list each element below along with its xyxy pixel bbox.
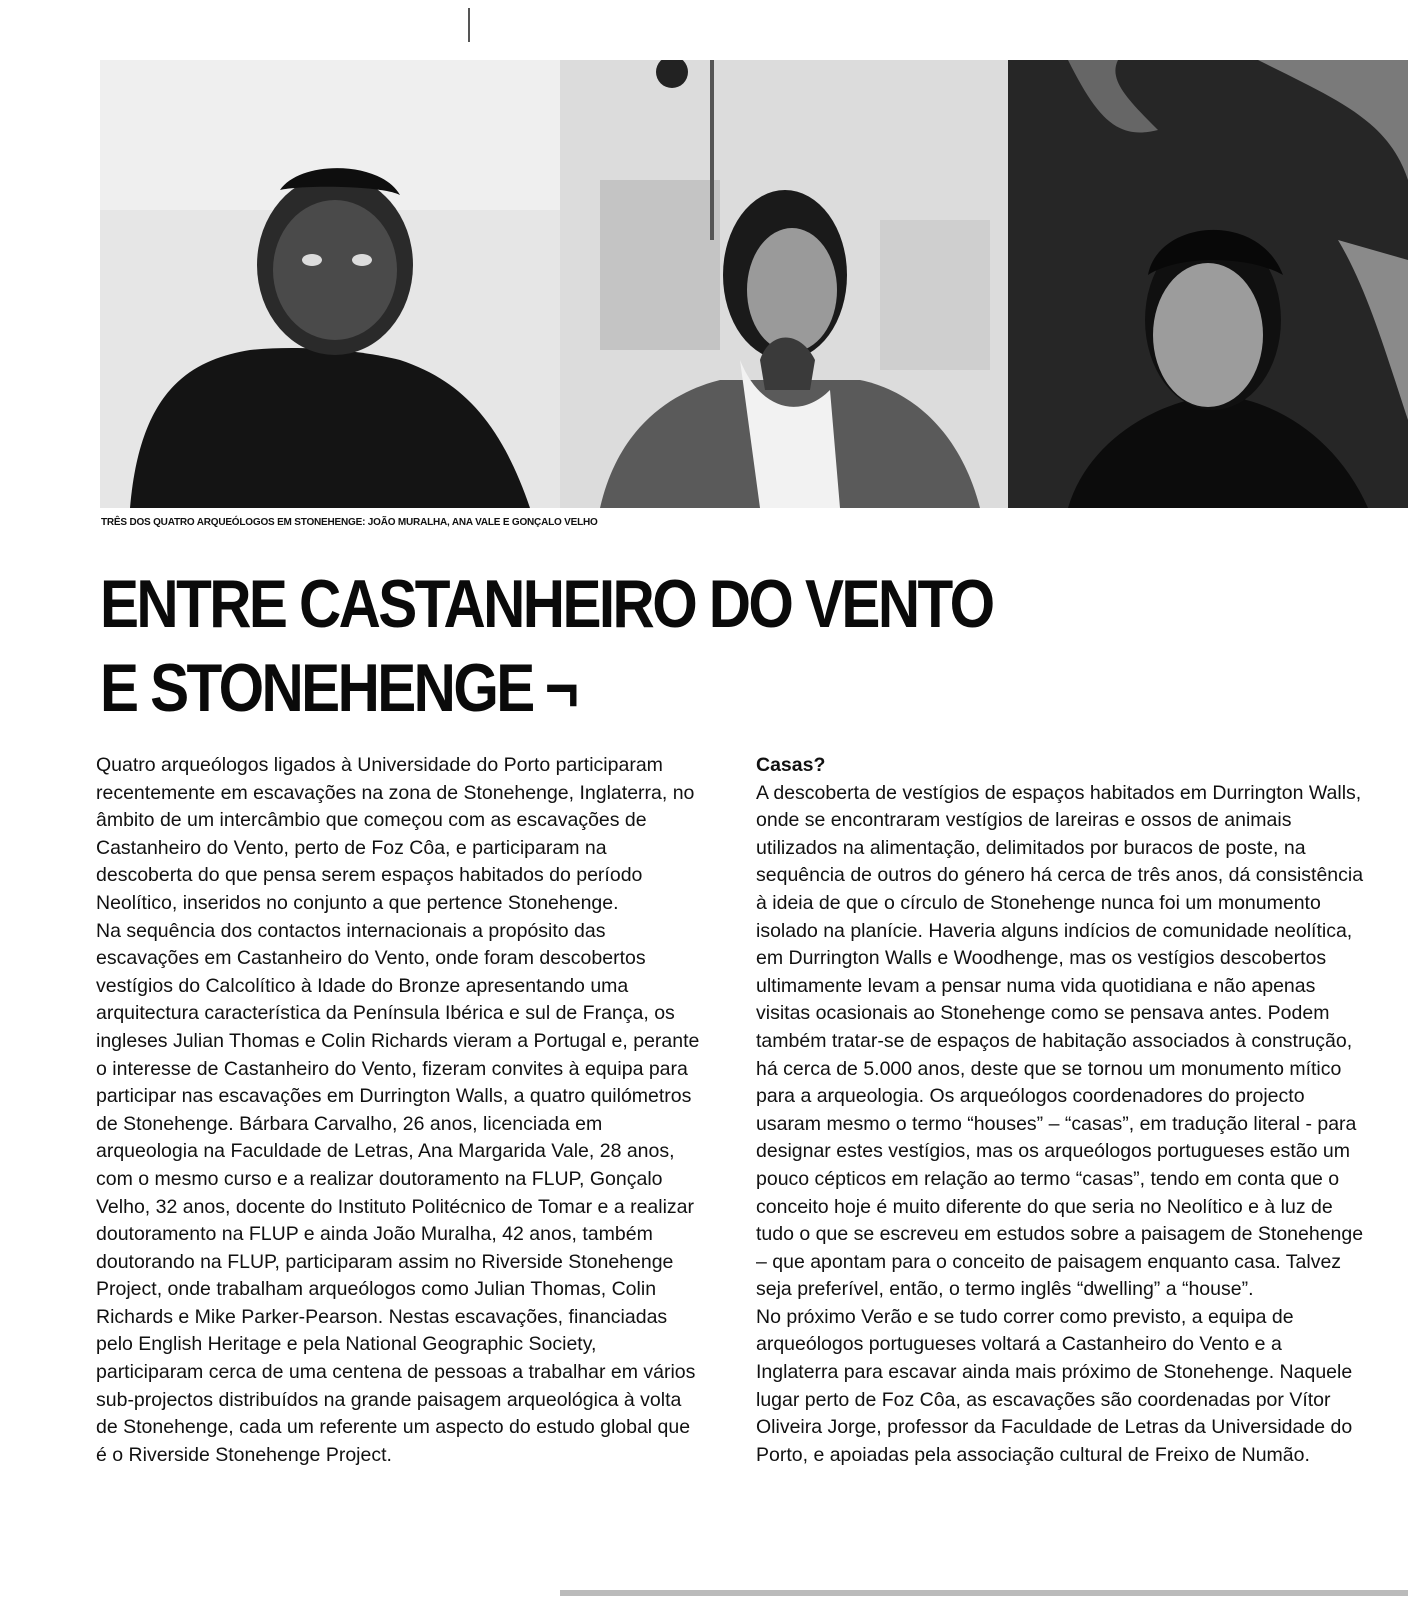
- headline-end-mark: ¬: [544, 650, 577, 726]
- photo-caption: TRÊS DOS QUATRO ARQUEÓLOGOS EM STONEHENGE: JOÃO MURALHA, ANA VALE E GONÇALO VELHO: [101, 517, 598, 528]
- headline-line-1: ENTRE CASTANHEIRO DO VENTO: [100, 566, 993, 642]
- headline-line-2: [100, 646, 1046, 730]
- scan-edge: [560, 1590, 1408, 1596]
- photo-joao-muralha: [100, 60, 560, 508]
- left-paragraph-1: Quatro arqueólogos ligados à Universidade do Porto participaram recentemente em escavações na zona de Stonehenge, Inglaterra, no âmbito de um intercâmbio que começou com as escavações de Castanheiro do Vento, perto de Foz Côa, e participaram na descoberta do que pensa serem espaços habitados do período Neolítico, inseridos no conjunto a que pertence Stonehenge.: [96, 754, 695, 914]
- left-paragraph-2: Na sequência dos contactos internacionais a propósito das escavações em Castanheiro do Vento, onde foram descobertos vestígios do Calcolítico à Idade do Bronze apresentando uma arquitectura característica da Península Ibérica e sul de França, os ingleses Julian Thomas e Colin Richards vieram a Portugal e, perante o interesse de Castanheiro do Vento, fizeram convites à equipa para participar nas escavações em Durrington Walls, a quatro quilómetros de Stonehenge. Bárbara Carvalho, 26 anos, licenciada em arqueologia na Faculdade de Letras, Ana Margarida Vale, 28 anos, com o mesmo curso e a realizar doutoramento na FLUP, Gonçalo Velho, 32 anos, docente do Instituto Politécnico de Tomar e a realizar doutoramento na FLUP e ainda João Muralha, 42 anos, também doutorando na FLUP, participaram assim no Riverside Stonehenge Project, onde trabalham arqueólogos como Julian Thomas, Colin Richards e Mike Parker-Pearson. Nestas escavações, financiadas pelo English Heritage e pela National Geographic Society, participaram cerca de uma centena de pessoas a trabalhar em vários sub-projectos distribuídos na grande paisagem arqueológica à volta de Stonehenge, cada um referente um aspecto do estudo global que é o Riverside Stonehenge Project.: [96, 919, 700, 1466]
- right-paragraph-2: No próximo Verão e se tudo correr como previsto, a equipa de arqueólogos portugueses voltará a Castanheiro do Vento e a Inglaterra para escavar ainda mais próximo de Stonehenge. Naquele lugar perto de Foz Côa, as escavações são coordenadas por Vítor Oliveira Jorge, professor da Faculdade de Letras da Universidade do Porto, e apoiadas pela associação cultural de Freixo de Numão.: [756, 1305, 1353, 1466]
- photo-joao-muralha-image: [100, 60, 560, 508]
- left-column: [96, 752, 706, 1469]
- right-column: [756, 752, 1366, 1469]
- photo-goncalo-velho-image: [1008, 60, 1408, 508]
- photo-strip: [100, 60, 1408, 508]
- photo-goncalo-velho: [1008, 60, 1408, 508]
- subhead-casas: Casas?: [756, 754, 826, 776]
- headline: [100, 562, 1046, 730]
- photo-ana-vale-image: [560, 60, 1008, 508]
- scan-mark: [468, 8, 470, 42]
- right-paragraph-1: A descoberta de vestígios de espaços habitados em Durrington Walls, onde se encontraram vestígios de lareiras e ossos de animais utilizados na alimentação, delimitados por buracos de poste, na sequência de outros do género há cerca de três anos, dá consistência à ideia de que o círculo de Stonehenge nunca foi um monumento isolado na planície. Haveria alguns indícios de comunidade neolítica, em Durrington Walls e Woodhenge, mas os vestígios descobertos ultimamente levam a pensar numa vida quotidiana e não apenas visitas ocasionais ao Stonehenge como se pensava antes. Podem também tratar-se de espaços de habitação associados à construção, há cerca de 5.000 anos, deste que se tornou um monumento mítico para a arqueologia. Os arqueólogos coordenadores do projecto usaram mesmo o termo “houses” – “casas”, em tradução literal - para designar estes vestígios, mas os arqueólogos portugueses estão um pouco cépticos em relação ao termo “casas”, tendo em conta que o conceito hoje é muito diferente do que seria no Neolítico e à luz de tudo o que se escreveu em estudos sobre a paisagem de Stonehenge – que apontam para o conceito de paisagem enquanto casa. Talvez seja preferível, então, o termo inglês “dwelling” a “house”.: [756, 781, 1364, 1301]
- headline-line-2-text: E STONEHENGE: [100, 650, 533, 726]
- photo-ana-vale: [560, 60, 1008, 508]
